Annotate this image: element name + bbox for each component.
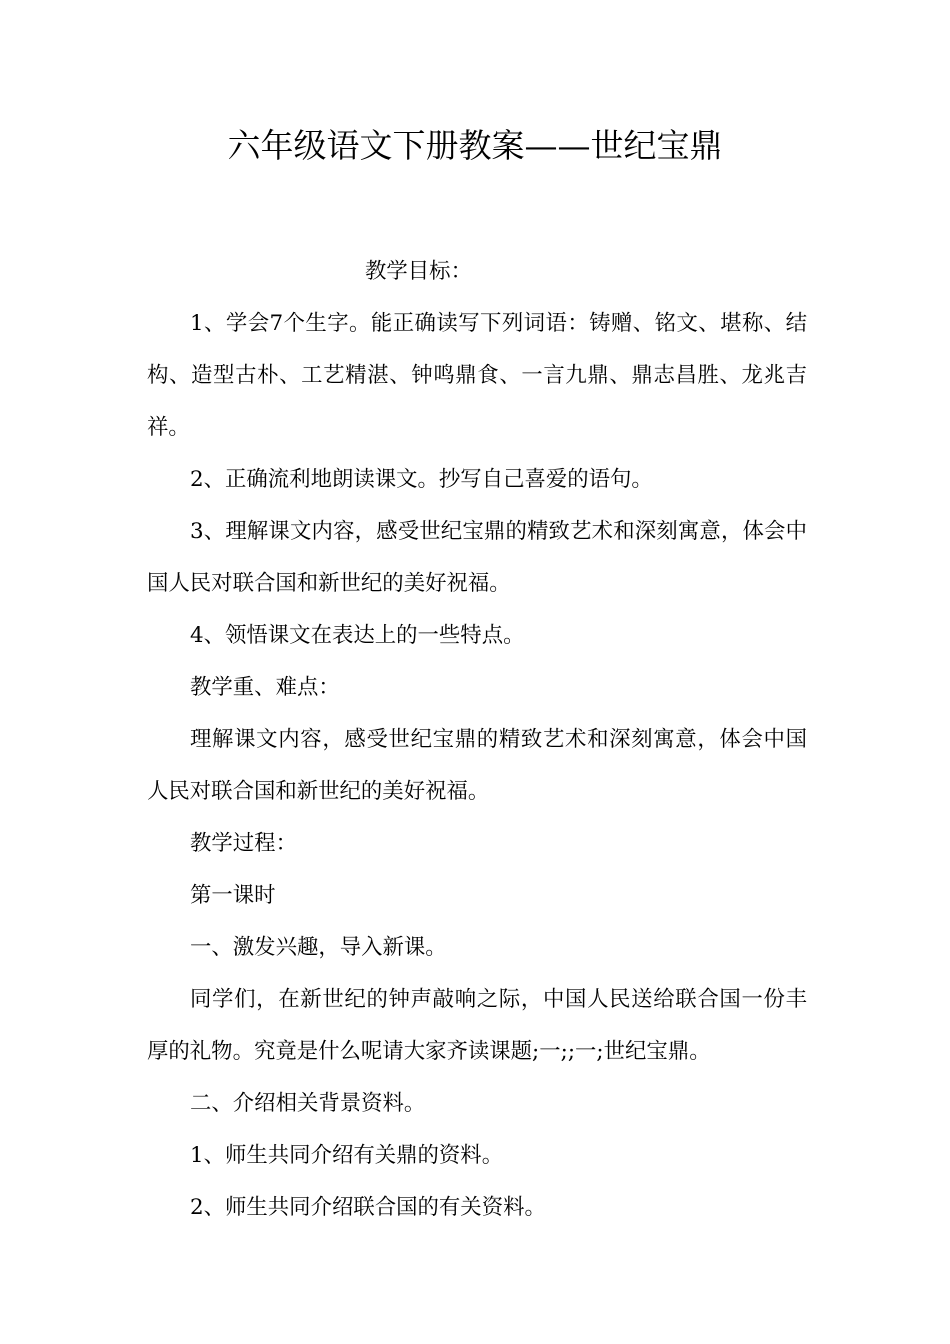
- background-item-1: 1、师生共同介绍有关鼎的资料。: [190, 1143, 504, 1168]
- first-lesson-heading: 第一课时: [190, 883, 276, 908]
- goal-2-paragraph: 2、正确流利地朗读课文。抄写自己喜爱的语句。: [190, 467, 653, 492]
- key-points-heading: 教学重、难点：: [190, 675, 340, 700]
- goal-1-paragraph: 1、学会7个生字。能正确读写下列词语：铸赠、铭文、堪称、结构、造型古朴、工艺精湛、钟鸣鼎食、一言九鼎、鼎志昌胜、龙兆吉祥。: [147, 311, 807, 440]
- teaching-process-heading: 教学过程：: [190, 831, 297, 856]
- goal-3-paragraph: 3、理解课文内容，感受世纪宝鼎的精致艺术和深刻寓意，体会中国人民对联合国和新世纪的美好祝福。: [147, 519, 807, 596]
- document-body: [147, 246, 807, 1234]
- intro-paragraph: 同学们，在新世纪的钟声敲响之际，中国人民送给联合国一份丰厚的礼物。究竟是什么呢请大家齐读课题;一;;一;世纪宝鼎。: [147, 987, 807, 1064]
- teaching-goals-heading: 教学目标：: [365, 259, 472, 284]
- section-1-heading: 一、激发兴趣，导入新课。: [190, 935, 447, 960]
- key-points-paragraph: 理解课文内容，感受世纪宝鼎的精致艺术和深刻寓意，体会中国人民对联合国和新世纪的美好祝福。: [147, 727, 807, 804]
- goal-4-paragraph: 4、领悟课文在表达上的一些特点。: [190, 623, 525, 648]
- background-item-2: 2、师生共同介绍联合国的有关资料。: [190, 1195, 546, 1220]
- section-2-heading: 二、介绍相关背景资料。: [190, 1091, 426, 1116]
- document-title: 六年级语文下册教案——世纪宝鼎: [227, 126, 723, 165]
